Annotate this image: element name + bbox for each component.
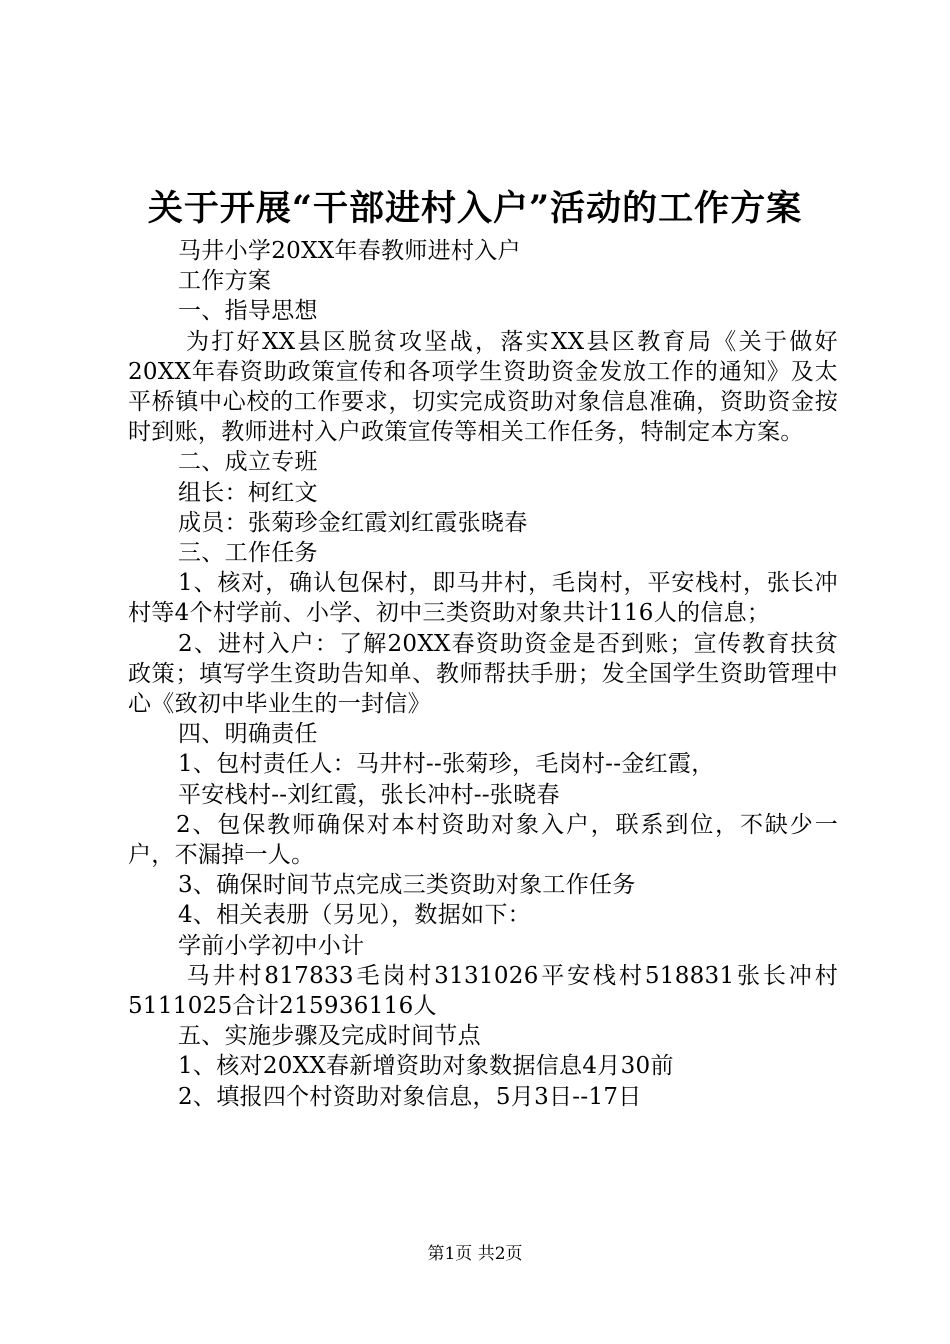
responsibility-item-4: 4、相关表册（另见），数据如下： <box>178 902 531 929</box>
team-members: 成员：张菊珍金红霞刘红霞张晓春 <box>178 509 528 536</box>
table-header-line: 学前小学初中小计 <box>178 932 365 959</box>
paragraph-guiding-thought: 为打好XX县区脱贫攻坚战，落实XX县区教育局《关于做好20XX年春资助政策宣传和各项学生资助资金发放工作的通知》及太平桥镇中心校的工作要求，切实完成资助对象信息准确，资助资金按时到账，教师进村入户政策宣传等相关工作任务，特制定本方案。 <box>128 328 838 446</box>
responsibility-item-1: 1、包村责任人：马井村--张菊珍，毛岗村--金红霞， <box>178 751 715 778</box>
document-title: 关于开展“干部进村入户”活动的工作方案 <box>147 188 803 229</box>
task-item-2: 2、进村入户：了解20XX春资助资金是否到账；宣传教育扶贫政策；填写学生资助告知单、教师帮扶手册；发全国学生资助管理中心《致初中毕业生的一封信》 <box>128 630 838 718</box>
page-footer: 第1页 共2页 <box>427 1244 523 1264</box>
task-item-1: 1、核对，确认包保村，即马井村，毛岗村，平安栈村，张长冲村等4个村学前、小学、初中三类资助对象共计116人的信息； <box>128 570 838 627</box>
section-heading-3: 三、工作任务 <box>178 540 318 567</box>
responsibility-item-3: 3、确保时间节点完成三类资助对象工作任务 <box>178 872 636 899</box>
section-heading-5: 五、实施步骤及完成时间节点 <box>178 1023 481 1050</box>
step-item-1: 1、核对20XX春新增资助对象数据信息4月30前 <box>178 1053 674 1080</box>
responsibility-item-1-cont: 平安栈村--刘红霞，张长冲村--张晓春 <box>178 781 560 808</box>
section-heading-4: 四、明确责任 <box>178 721 318 748</box>
step-item-2: 2、填报四个村资助对象信息，5月3日--17日 <box>178 1083 642 1110</box>
section-heading-1: 一、指导思想 <box>178 298 318 325</box>
document-body <box>128 236 838 1112</box>
responsibility-item-2: 2、包保教师确保对本村资助对象入户，联系到位，不缺少一户，不漏掉一人。 <box>128 811 838 869</box>
table-data-line: 马井村817833毛岗村3131026平安栈村518831张长冲村5111025合计215936116人 <box>128 962 838 1020</box>
section-heading-2: 二、成立专班 <box>178 449 318 476</box>
subtitle-plan: 工作方案 <box>178 268 272 295</box>
team-leader: 组长：柯红文 <box>178 479 318 506</box>
subtitle-school: 马井小学20XX年春教师进村入户 <box>178 238 521 264</box>
